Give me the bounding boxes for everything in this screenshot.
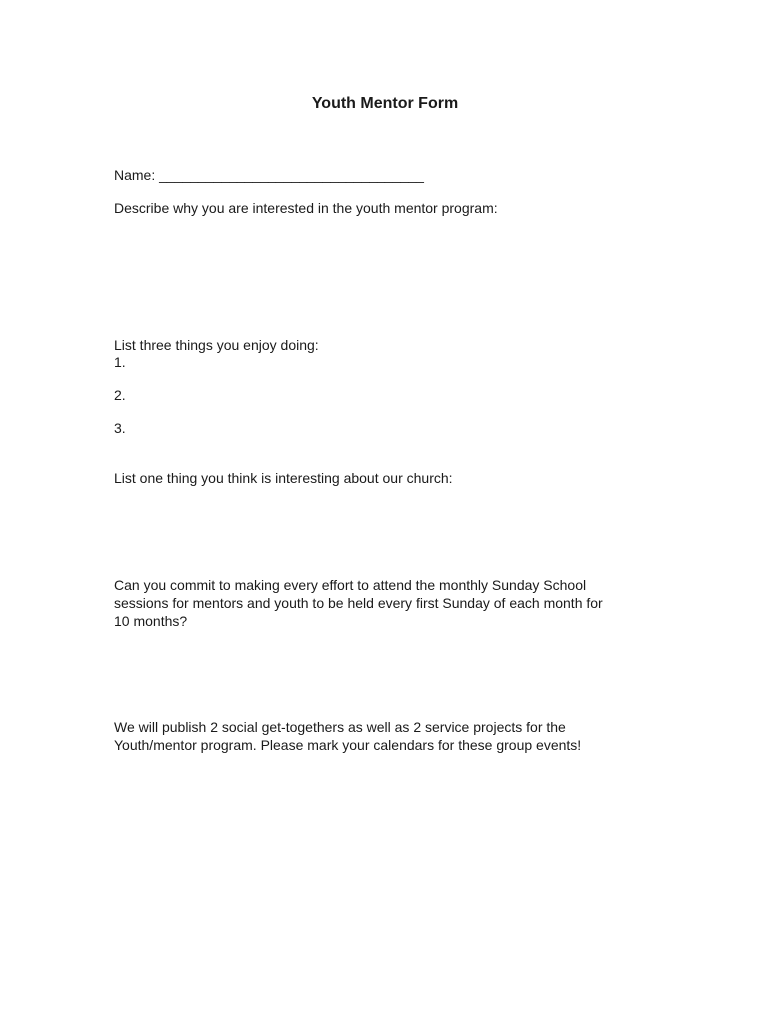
commit-question-line: 10 months? [114, 613, 188, 629]
commit-question-line: sessions for mentors and youth to be held every first Sunday of each month for [114, 595, 603, 611]
enjoy-question: List three things you enjoy doing: [114, 337, 319, 353]
events-note [114, 718, 659, 754]
commit-question [114, 576, 659, 630]
events-note-line: We will publish 2 social get-togethers as well as 2 service projects for the [114, 719, 566, 735]
enjoy-item-1: 1. [114, 354, 126, 370]
church-question: List one thing you think is interesting about our church: [114, 470, 453, 486]
commit-question-line: Can you commit to making every effort to attend the monthly Sunday School [114, 577, 587, 593]
page-title: Youth Mentor Form [311, 95, 459, 112]
interest-question: Describe why you are interested in the youth mentor program: [114, 200, 498, 216]
events-note-line: Youth/mentor program. Please mark your calendars for these group events! [114, 737, 582, 753]
enjoy-item-2: 2. [114, 387, 126, 403]
enjoy-item-3: 3. [114, 420, 126, 436]
name-field-label: Name: __________________________________ [114, 167, 424, 183]
